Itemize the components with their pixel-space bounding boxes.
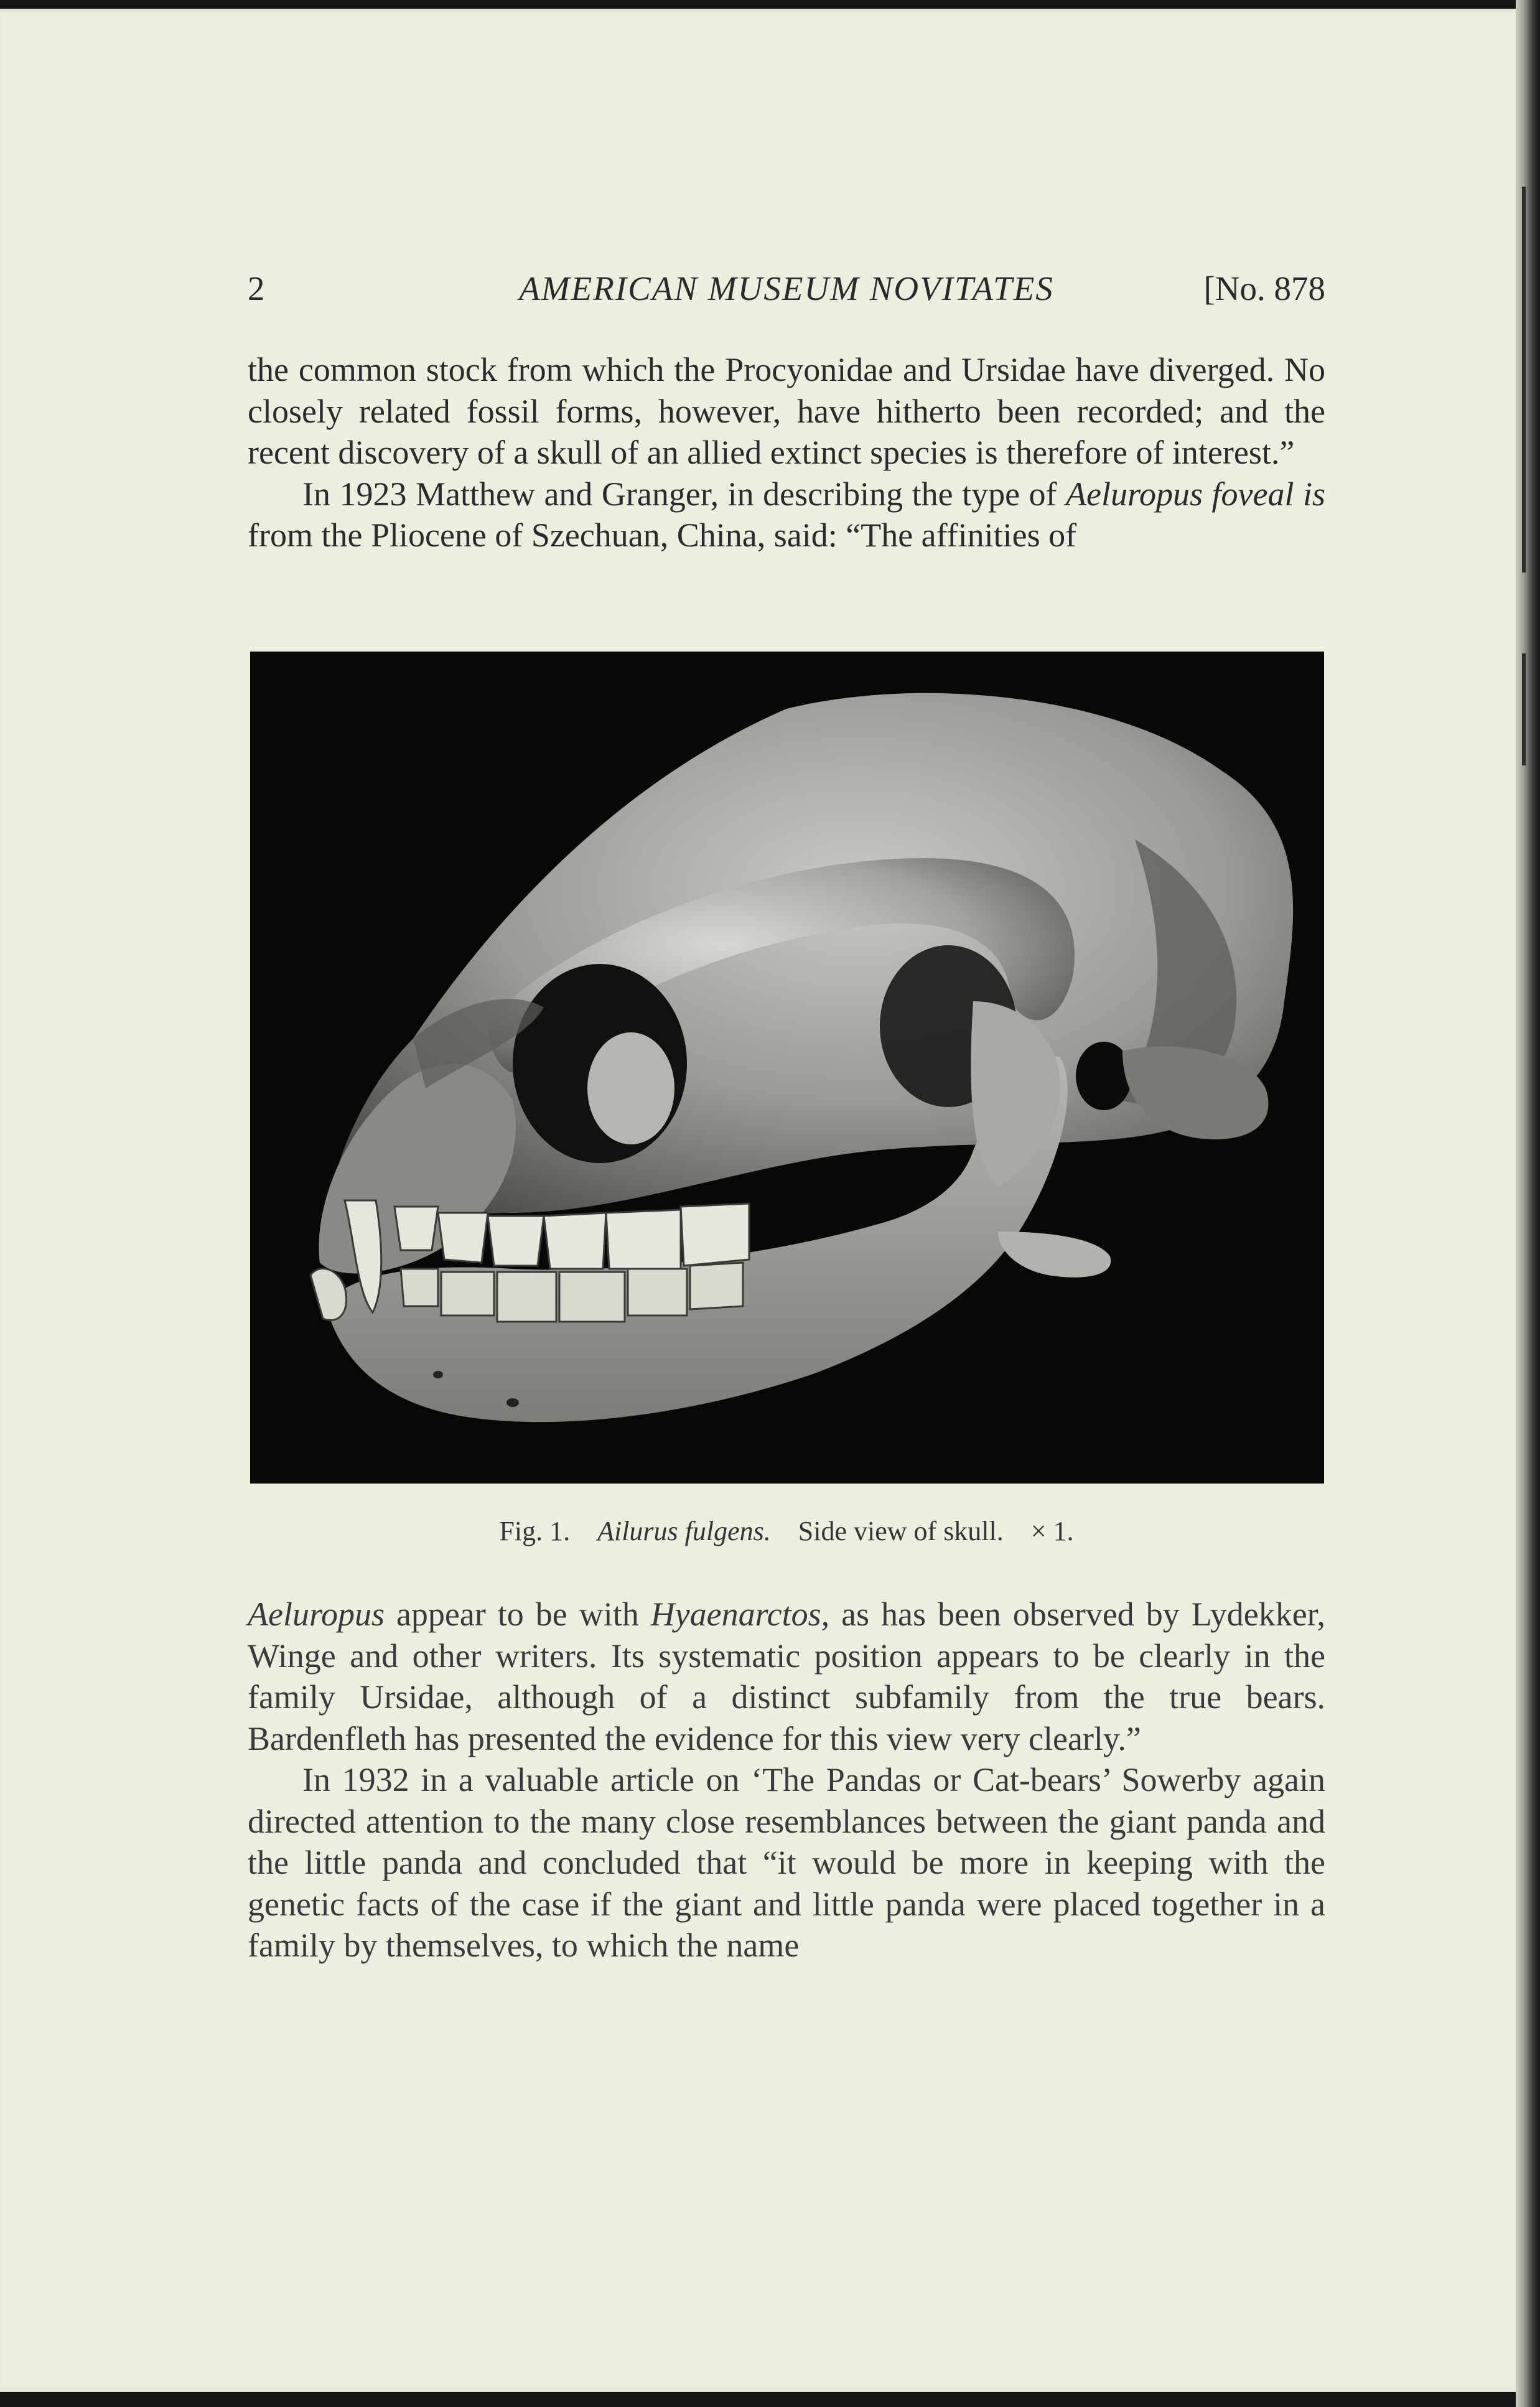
paragraph-text: In 1923 Matthew and Granger, in describing the type of xyxy=(302,475,1066,513)
upper-tooth xyxy=(488,1216,544,1266)
paragraph-text: from the Pliocene of Szechuan, China, said: “The affinities of xyxy=(248,516,1077,554)
binding-mark xyxy=(1522,653,1526,765)
caption-label: Fig. 1. xyxy=(499,1516,571,1546)
lower-tooth xyxy=(559,1272,625,1322)
upper-tooth xyxy=(438,1213,488,1263)
taxon-name: Aeluropus xyxy=(248,1596,385,1633)
upper-tooth xyxy=(606,1210,681,1269)
upper-tooth xyxy=(544,1213,606,1269)
mental-foramen xyxy=(506,1398,519,1407)
journal-title: AMERICAN MUSEUM NOVITATES xyxy=(519,269,1054,307)
running-header xyxy=(248,269,1325,312)
upper-tooth xyxy=(681,1204,749,1266)
caption-scale: × 1. xyxy=(1030,1516,1074,1546)
mental-foramen xyxy=(433,1371,443,1378)
paper-page xyxy=(0,9,1523,2392)
lower-tooth xyxy=(401,1269,438,1306)
lower-tooth xyxy=(628,1269,687,1316)
lower-text-block xyxy=(248,1594,1325,1966)
paragraph-text: as has been observed by Lydekker, Winge and other writers. Its systematic position appears to be clearly in the family Ursidae, although of a distinct subfamily from the true bears. Bardenfleth has presented the evidence for this view very clearly.” xyxy=(248,1596,1325,1757)
upper-text-block xyxy=(248,349,1325,556)
lower-tooth xyxy=(441,1272,494,1316)
figure-skull-photograph xyxy=(250,652,1324,1484)
page-edge-shadow xyxy=(1516,0,1540,2407)
paragraph-matthew-granger xyxy=(248,474,1325,556)
paragraph-continuation: the common stock from which the Procyonidae and Ursidae have diverged. No closely related fossil forms, however, have hitherto been recorded; and the recent discovery of a skull of an allied extinct species is therefore of interest.” xyxy=(248,351,1325,471)
figure-caption xyxy=(248,1515,1325,1547)
paragraph-sowerby: In 1932 in a valuable article on ‘The Pandas or Cat-bears’ Sowerby again directed attention to the many close resemblances between the giant panda and the little panda and concluded that “it would be more in keeping with the genetic facts of the case if the giant and little panda were placed together in a family by themselves, to which the name xyxy=(248,1761,1325,1964)
paragraph-text: appear to be with xyxy=(384,1596,651,1633)
caption-text: Side view of skull. xyxy=(798,1516,1004,1546)
paragraph-aeluropus xyxy=(248,1594,1325,1759)
lower-tooth xyxy=(690,1263,743,1309)
taxon-name: Hyaenarctos, xyxy=(650,1596,830,1633)
issue-number: [No. 878 xyxy=(1203,269,1325,307)
taxon-name: Aeluropus foveal is xyxy=(1066,475,1325,513)
skull-photo-illustration xyxy=(251,653,1323,1482)
caption-species: Ailurus fulgens. xyxy=(597,1516,771,1546)
page-number: 2 xyxy=(248,269,265,307)
binding-mark xyxy=(1522,187,1526,573)
lower-tooth xyxy=(497,1272,556,1322)
orbit-highlight xyxy=(587,1032,674,1144)
upper-tooth xyxy=(394,1207,438,1250)
